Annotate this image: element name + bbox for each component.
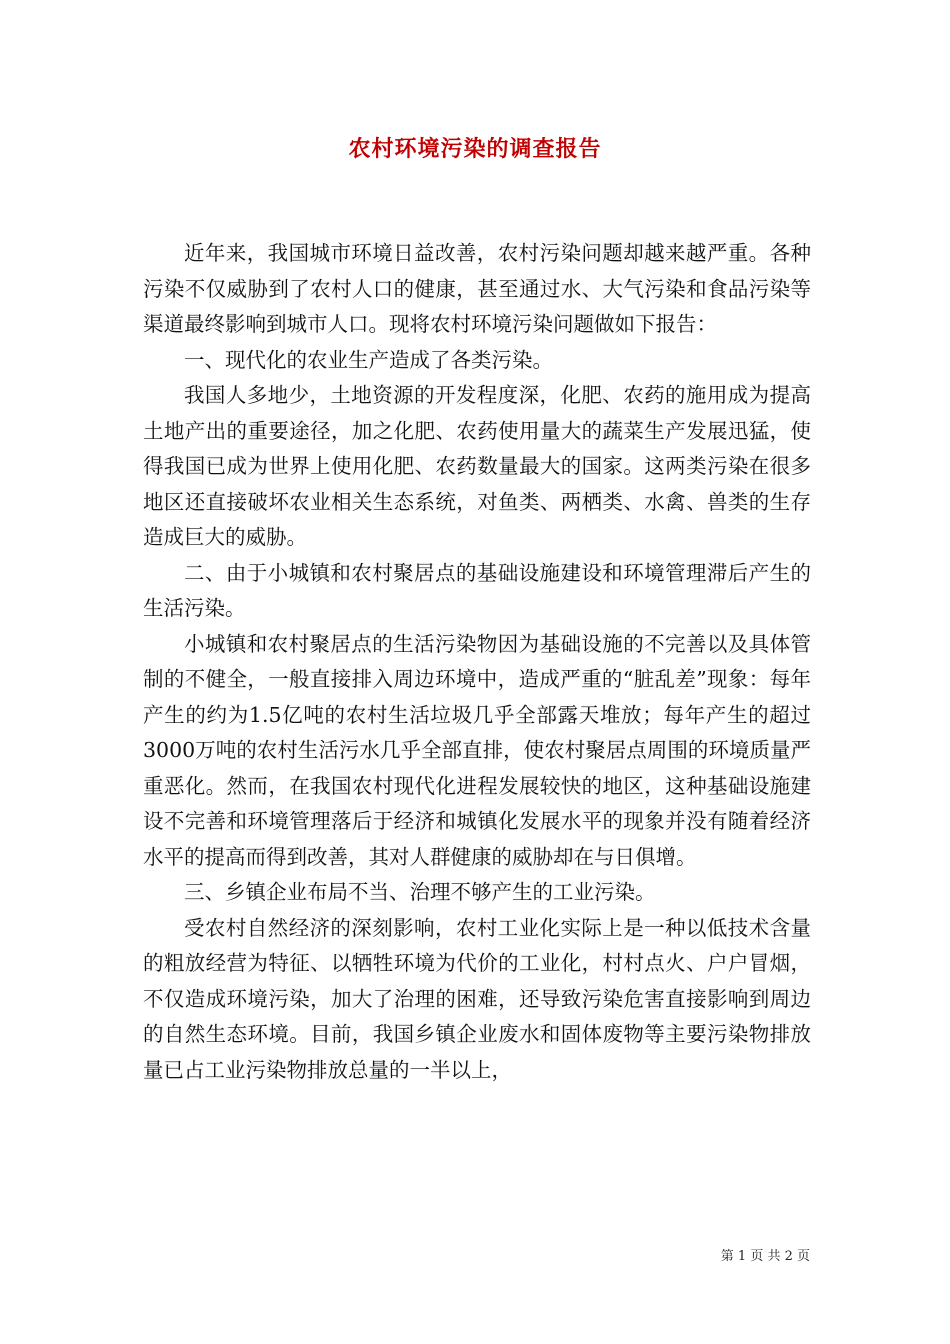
document-body (143, 236, 811, 1088)
paragraph-section-2: 小城镇和农村聚居点的生活污染物因为基础设施的不完善以及具体管制的不健全，一般直接排入周边环境中，造成严重的“脏乱差”现象：每年产生的约为1.5亿吨的农村生活垃圾几乎全部露天堆放；每年产生的超过3000万吨的农村生活污水几乎全部直排，使农村聚居点周围的环境质量严重恶化。然而，在我国农村现代化进程发展较快的地区，这种基础设施建设不完善和环境管理落后于经济和城镇化发展水平的现象并没有随着经济水平的提高而得到改善，其对人群健康的威胁却在与日俱增。 (143, 631, 811, 869)
paragraph-intro: 近年来，我国城市环境日益改善，农村污染问题却越来越严重。各种污染不仅威胁到了农村人口的健康，甚至通过水、大气污染和食品污染等渠道最终影响到城市人口。现将农村环境污染问题做如下报告： (143, 241, 811, 336)
paragraph-section-1: 我国人多地少，土地资源的开发程度深，化肥、农药的施用成为提高土地产出的重要途径，加之化肥、农药使用量大的蔬菜生产发展迅猛，使得我国已成为世界上使用化肥、农药数量最大的国家。这两类污染在很多地区还直接破坏农业相关生态系统，对鱼类、两栖类、水禽、兽类的生存造成巨大的威胁。 (143, 383, 811, 549)
section-heading-3: 三、乡镇企业布局不当、治理不够产生的工业污染。 (184, 880, 656, 904)
section-heading-2: 二、由于小城镇和农村聚居点的基础设施建设和环境管理滞后产生的生活污染。 (143, 560, 811, 620)
section-heading-1: 一、现代化的农业生产造成了各类污染。 (184, 347, 553, 372)
document-title: 农村环境污染的调查报告 (348, 136, 602, 162)
paragraph-section-3: 受农村自然经济的深刻影响，农村工业化实际上是一种以低技术含量的粗放经营为特征、以牺牲环境为代价的工业化，村村点火、户户冒烟，不仅造成环境污染，加大了治理的困难，还导致污染危害直接影响到周边的自然生态环境。目前，我国乡镇企业废水和固体废物等主要污染物排放量已占工业污染物排放总量的一半以上， (143, 915, 811, 1082)
page-number-footer: 第 1 页 共 2 页 (720, 1249, 810, 1264)
